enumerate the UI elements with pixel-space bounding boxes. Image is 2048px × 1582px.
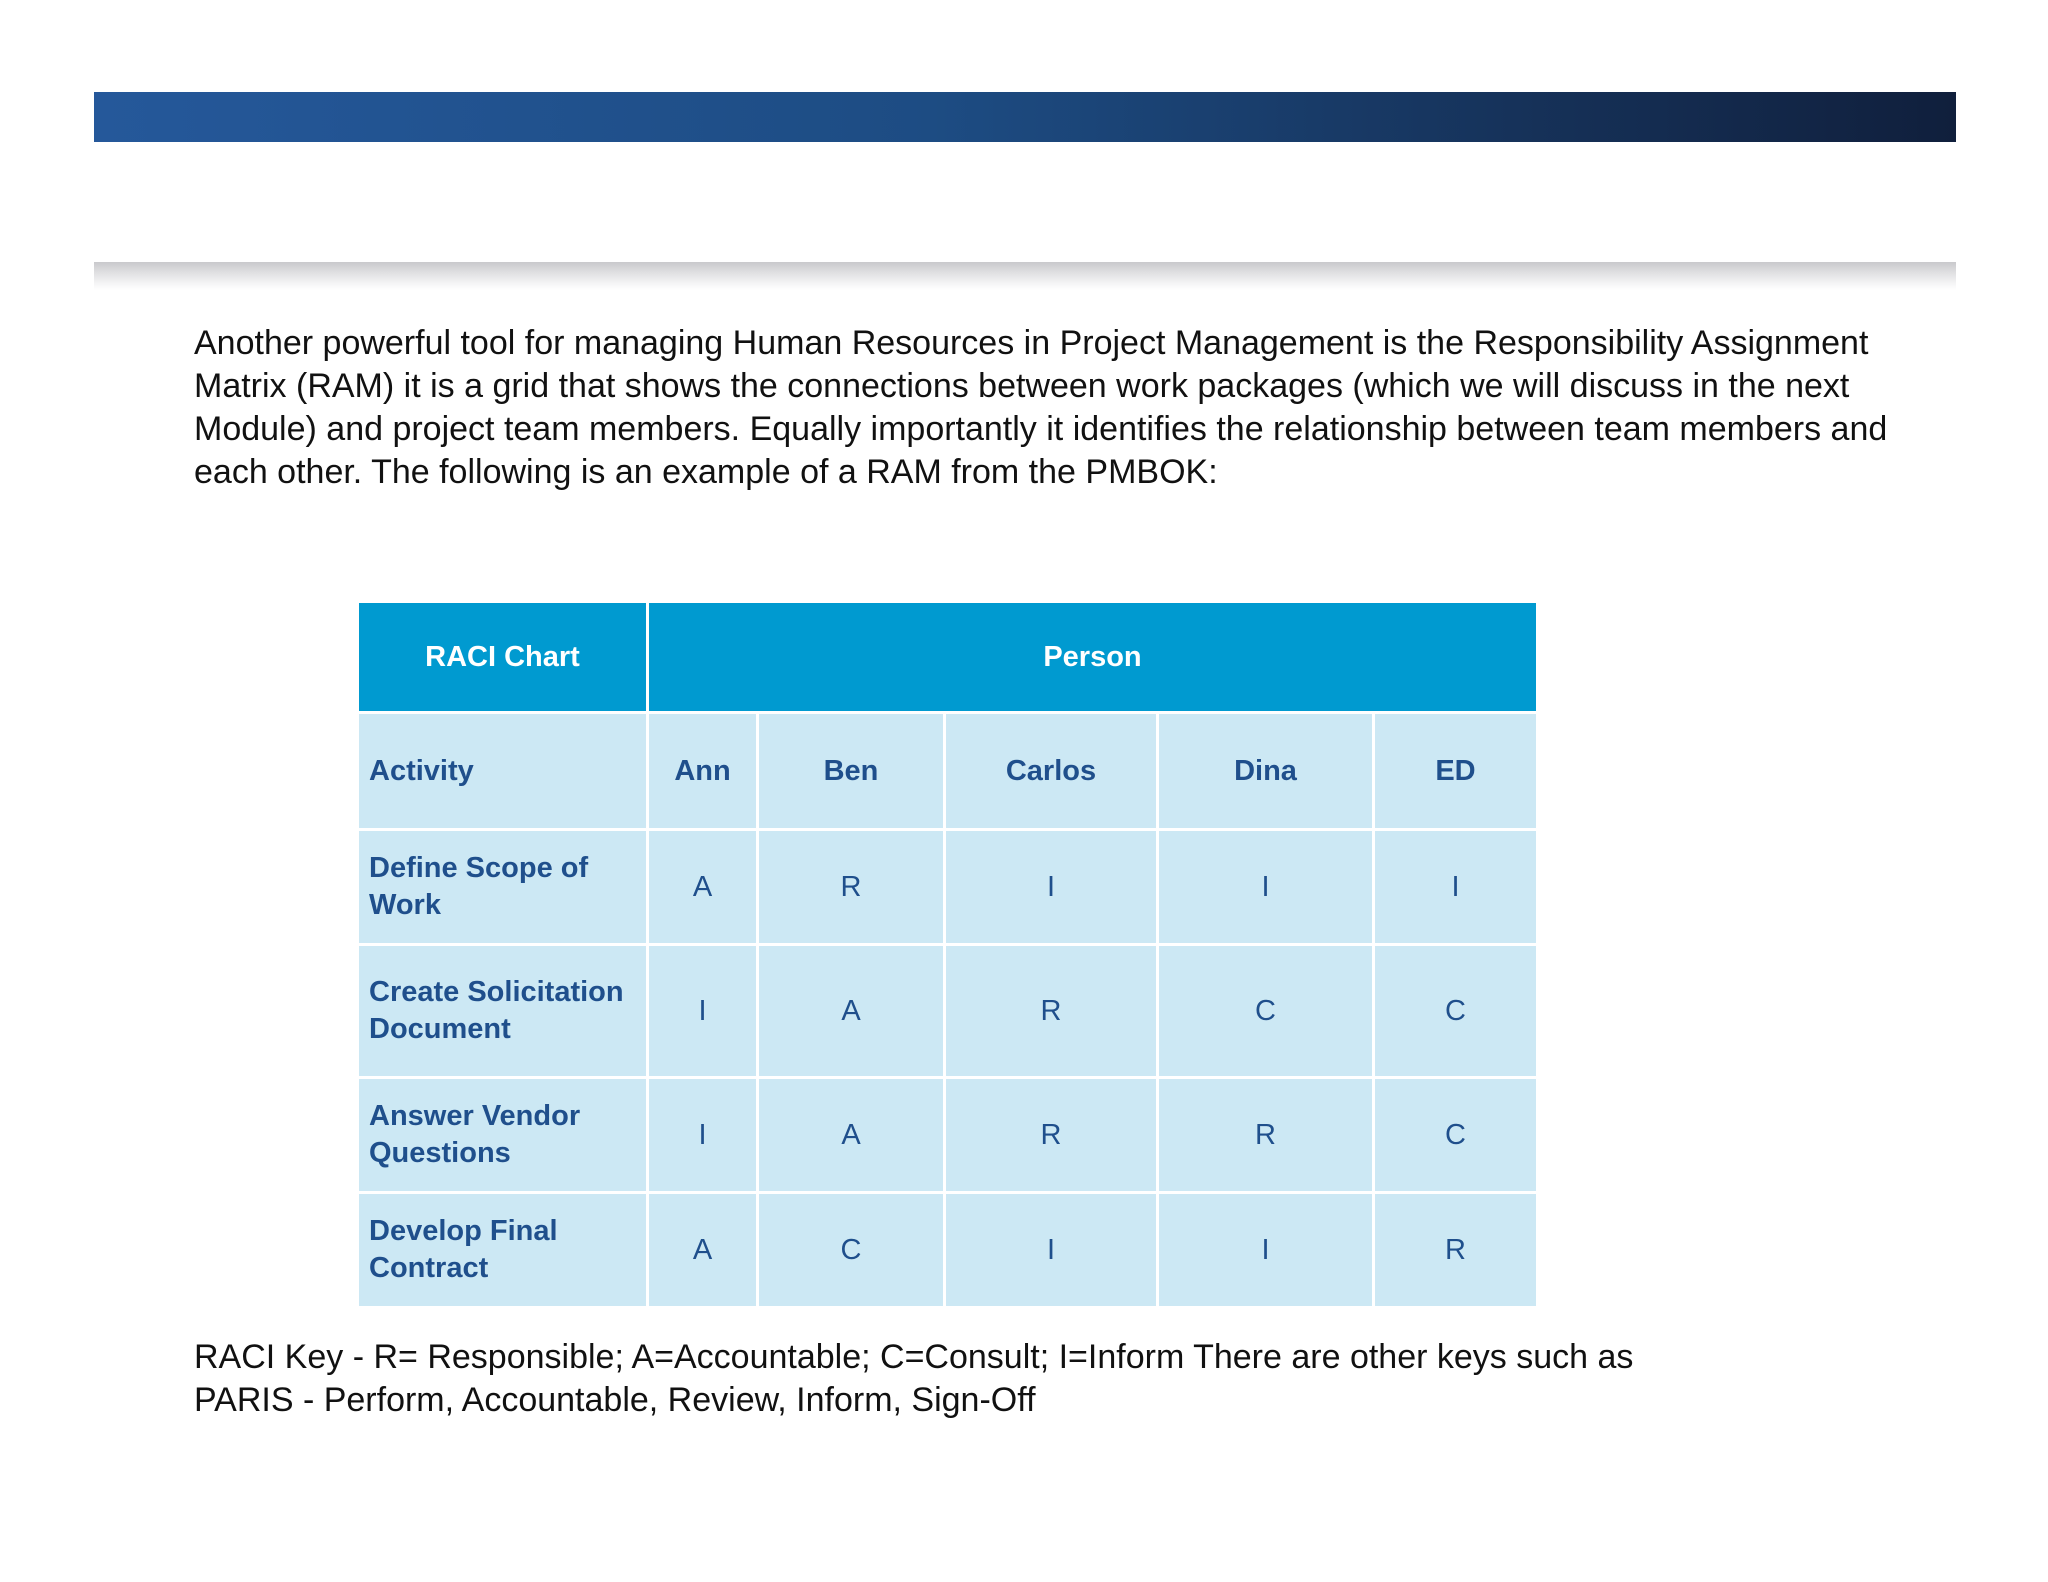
raci-key-text xyxy=(194,1336,1914,1422)
activity-label: Create Solicitation Document xyxy=(358,945,648,1078)
raci-cell: C xyxy=(1158,945,1374,1078)
person-header-dina: Dina xyxy=(1158,713,1374,830)
activity-label: Define Scope of Work xyxy=(358,830,648,945)
raci-key-line: RACI Key - R= Responsible; A=Accountable; C=Consult; I=Inform There are other keys such as xyxy=(194,1338,1634,1376)
table-header-row xyxy=(358,602,1538,713)
raci-cell: I xyxy=(945,830,1158,945)
raci-chart-header: RACI Chart xyxy=(358,602,648,713)
table-row xyxy=(358,830,1538,945)
raci-cell: C xyxy=(1374,945,1538,1078)
raci-cell: A xyxy=(758,1078,945,1193)
activity-label: Develop Final Contract xyxy=(358,1193,648,1308)
raci-cell: I xyxy=(648,1078,758,1193)
activity-label: Answer Vendor Questions xyxy=(358,1078,648,1193)
table-row xyxy=(358,1193,1538,1308)
raci-cell: C xyxy=(758,1193,945,1308)
header-bar xyxy=(94,92,1956,142)
raci-cell: C xyxy=(1374,1078,1538,1193)
raci-cell: I xyxy=(1158,1193,1374,1308)
people-header-row xyxy=(358,713,1538,830)
raci-cell: A xyxy=(758,945,945,1078)
raci-cell: R xyxy=(1158,1078,1374,1193)
raci-cell: R xyxy=(1374,1193,1538,1308)
raci-cell: I xyxy=(1374,830,1538,945)
raci-cell: A xyxy=(648,1193,758,1308)
raci-cell: R xyxy=(945,945,1158,1078)
raci-cell: R xyxy=(945,1078,1158,1193)
table-row xyxy=(358,1078,1538,1193)
slide-title-area xyxy=(94,142,1956,262)
raci-table xyxy=(356,600,1539,1309)
header-divider xyxy=(94,262,1956,290)
person-header-ed: ED xyxy=(1374,713,1538,830)
paris-key-line: PARIS - Perform, Accountable, Review, Inform, Sign-Off xyxy=(194,1381,1036,1419)
raci-cell: I xyxy=(648,945,758,1078)
person-header-ben: Ben xyxy=(758,713,945,830)
raci-cell: R xyxy=(758,830,945,945)
raci-cell: I xyxy=(945,1193,1158,1308)
intro-paragraph: Another powerful tool for managing Human Resources in Project Management is the Responsibility Assignment Matrix (RAM) it is a grid that shows the connections between work packages (which we will discuss in the next Module) and project team members. Equally importantly it identifies the relationship between team members and each other. The following is an example of a RAM from the PMBOK: xyxy=(194,324,1888,491)
person-header-carlos: Carlos xyxy=(945,713,1158,830)
activity-header: Activity xyxy=(358,713,648,830)
person-group-header: Person xyxy=(648,602,1538,713)
raci-cell: I xyxy=(1158,830,1374,945)
person-header-ann: Ann xyxy=(648,713,758,830)
raci-cell: A xyxy=(648,830,758,945)
table-row xyxy=(358,945,1538,1078)
